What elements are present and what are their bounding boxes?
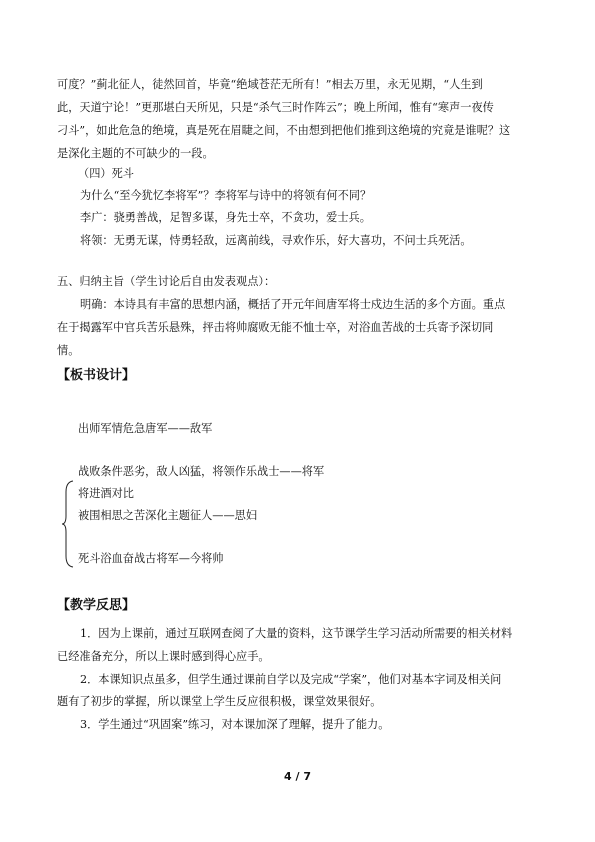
- question-line: 为什么“至今犹忆李将军”？李将军与诗中的将领有何不同？: [80, 189, 372, 202]
- board-design-heading: 【板书设计】: [57, 368, 136, 383]
- page-number: 4 / 7: [284, 770, 311, 783]
- jiang-ling-line: 将领：无勇无谋，恃勇轻敌，远离前线，寻欢作乐，好大喜功，不问士兵死活。: [80, 234, 472, 247]
- board-line: 被围相思之苦深化主题征人——思妇: [78, 509, 258, 522]
- paragraph-line: 是深化主题的不可缺少的一段。: [57, 147, 214, 160]
- paragraph-line: 可度？”蓟北征人，徒然回首，毕竟“绝域苍茫无所有！”相去万里，永无见期，“人生到: [57, 78, 483, 91]
- section-title-sidou: （四）死斗: [78, 167, 134, 180]
- board-line: 战败条件恶劣，敌人凶猛，将领作乐战士——将军: [78, 465, 325, 478]
- paragraph-line: 在于揭露军中官兵苦乐悬殊，抨击将帅腐败无能不恤士卒，对浴血苦战的士兵寄予深切同: [57, 321, 494, 334]
- paragraph-line: 情。: [57, 344, 80, 357]
- reflection-line: 1．因为上课前，通过互联网查阅了大量的资料，这节课学生学习活动所需要的相关材料: [80, 627, 513, 640]
- paragraph-line: 刁斗”，如此危急的绝境，真是死在眉睫之间，不由想到把他们推到这绝境的究竟是谁呢？这: [57, 124, 511, 137]
- reflection-line: 已经准备充分，所以上课时感到得心应手。: [57, 650, 270, 663]
- reflection-line: 3．学生通过“巩固案”练习，对本课加深了理解，提升了能力。: [80, 718, 390, 731]
- board-line: 出师军情危急唐军——敌军: [78, 422, 213, 435]
- li-guang-line: 李广：骁勇善战，足智多谋，身先士卒，不贪功，爱士兵。: [80, 211, 371, 224]
- reflection-heading: 【教学反思】: [57, 598, 136, 613]
- section-title-summary: 五、归纳主旨（学生讨论后自由发表观点）：: [57, 275, 276, 288]
- paragraph-line: 此，天道宁论！”更那堪白天所见，只是“杀气三时作阵云”；晚上所闻，惟有“寒声一夜传: [57, 101, 494, 114]
- reflection-line: 2．本课知识点虽多，但学生通过课前自学以及完成“学案”，他们对基本字词及相关问: [80, 673, 502, 686]
- board-line: 死斗浴血奋战古将军—今将帅: [78, 552, 224, 565]
- paragraph-line: 明确：本诗具有丰富的思想内涵，概括了开元年间唐军将士戍边生活的多个方面。重点: [80, 298, 506, 311]
- board-line: 将进酒对比: [78, 487, 134, 500]
- brace-icon: [62, 480, 74, 568]
- reflection-line: 题有了初步的掌握，所以课堂上学生反应很积极，课堂效果很好。: [57, 695, 382, 708]
